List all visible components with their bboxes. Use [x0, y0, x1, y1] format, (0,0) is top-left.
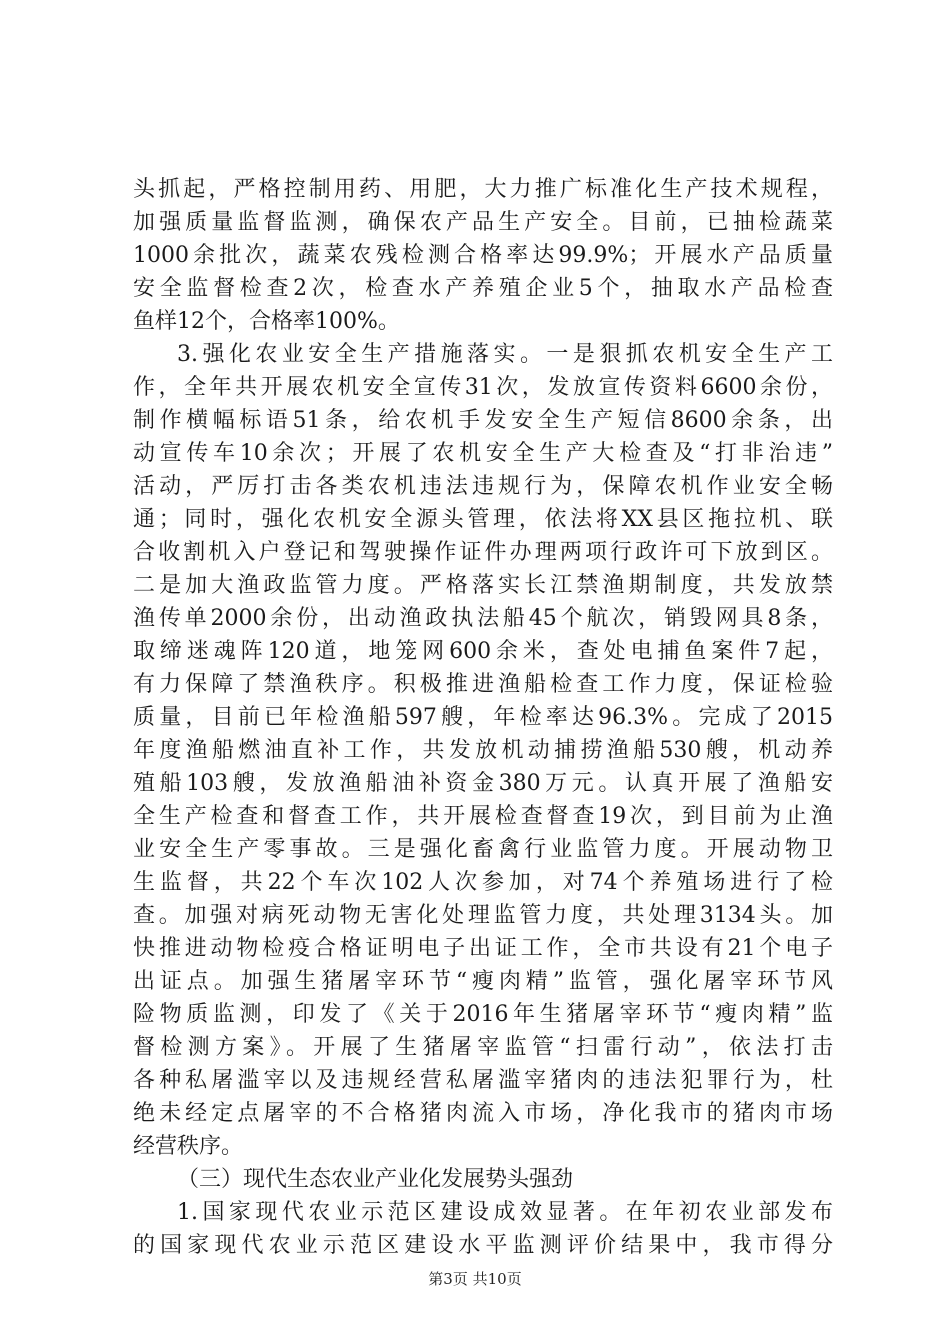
text-line: 督检测方案》。开展了生猪屠宰监管“扫雷行动”，依法打击: [133, 1035, 833, 1060]
text-line: 快推进动物检疫合格证明电子出证工作，全市共设有21个电子: [133, 936, 833, 961]
body-text: [133, 173, 833, 1262]
text-line: 安全监督检查2次，检查水产养殖企业5个，抽取水产品检查: [133, 276, 833, 301]
text-line: 头抓起，严格控制用药、用肥，大力推广标准化生产技术规程，: [133, 177, 833, 202]
text-line: 加强质量监督监测，确保农产品生产安全。目前，已抽检蔬菜: [133, 210, 833, 235]
text-line: 1.国家现代农业示范区建设成效显著。在年初农业部发布: [177, 1200, 833, 1225]
text-line: 3.强化农业安全生产措施落实。一是狠抓农机安全生产工: [177, 342, 833, 367]
text-line: 作，全年共开展农机安全宣传31次，发放宣传资料6600余份，: [133, 375, 833, 400]
text-line: 有力保障了禁渔秩序。积极推进渔船检查工作力度，保证检验: [133, 672, 833, 697]
text-line: （三）现代生态农业产业化发展势头强劲: [177, 1167, 574, 1192]
text-line: 经营秩序。: [133, 1134, 244, 1159]
text-line: 业安全生产零事故。三是强化畜禽行业监管力度。开展动物卫: [133, 837, 833, 862]
text-line: 合收割机入户登记和驾驶操作证件办理两项行政许可下放到区。: [133, 540, 833, 565]
text-line: 的国家现代农业示范区建设水平监测评价结果中，我市得分: [133, 1233, 833, 1258]
text-line: 渔传单2000余份，出动渔政执法船45个航次，销毁网具8条，: [133, 606, 833, 631]
text-line: 查。加强对病死动物无害化处理监管力度，共处理3134头。加: [133, 903, 833, 928]
text-line: 出证点。加强生猪屠宰环节“瘦肉精”监管，强化屠宰环节风: [133, 969, 833, 994]
text-line: 生监督，共22个车次102人次参加，对74个养殖场进行了检: [133, 870, 833, 895]
text-line: 年度渔船燃油直补工作，共发放机动捕捞渔船530艘，机动养: [133, 738, 833, 763]
text-line: 绝未经定点屠宰的不合格猪肉流入市场，净化我市的猪肉市场: [133, 1101, 833, 1126]
page-footer: 第3页 共10页: [428, 1270, 522, 1288]
text-line: 二是加大渔政监管力度。严格落实长江禁渔期制度，共发放禁: [133, 573, 833, 598]
text-line: 险物质监测，印发了《关于2016年生猪屠宰环节“瘦肉精”监: [133, 1002, 833, 1027]
text-line: 1000余批次，蔬菜农残检测合格率达99.9%；开展水产品质量: [133, 243, 833, 268]
text-line: 殖船103艘，发放渔船油补资金380万元。认真开展了渔船安: [133, 771, 833, 796]
text-line: 动宣传车10余次；开展了农机安全生产大检查及“打非治违”: [133, 441, 833, 466]
text-line: 全生产检查和督查工作，共开展检查督查19次，到目前为止渔: [133, 804, 833, 829]
text-line: 通；同时，强化农机安全源头管理，依法将XX县区拖拉机、联: [133, 507, 833, 532]
text-line: 质量，目前已年检渔船597艘，年检率达96.3%。完成了2015: [133, 705, 833, 730]
text-line: 活动，严厉打击各类农机违法违规行为，保障农机作业安全畅: [133, 474, 833, 499]
text-line: 各种私屠滥宰以及违规经营私屠滥宰猪肉的违法犯罪行为，杜: [133, 1068, 833, 1093]
text-line: 取缔迷魂阵120道，地笼网600余米，查处电捕鱼案件7起，: [133, 639, 833, 664]
text-line: 鱼样12个，合格率100%。: [133, 309, 400, 334]
text-line: 制作横幅标语51条，给农机手发安全生产短信8600余条，出: [133, 408, 833, 433]
